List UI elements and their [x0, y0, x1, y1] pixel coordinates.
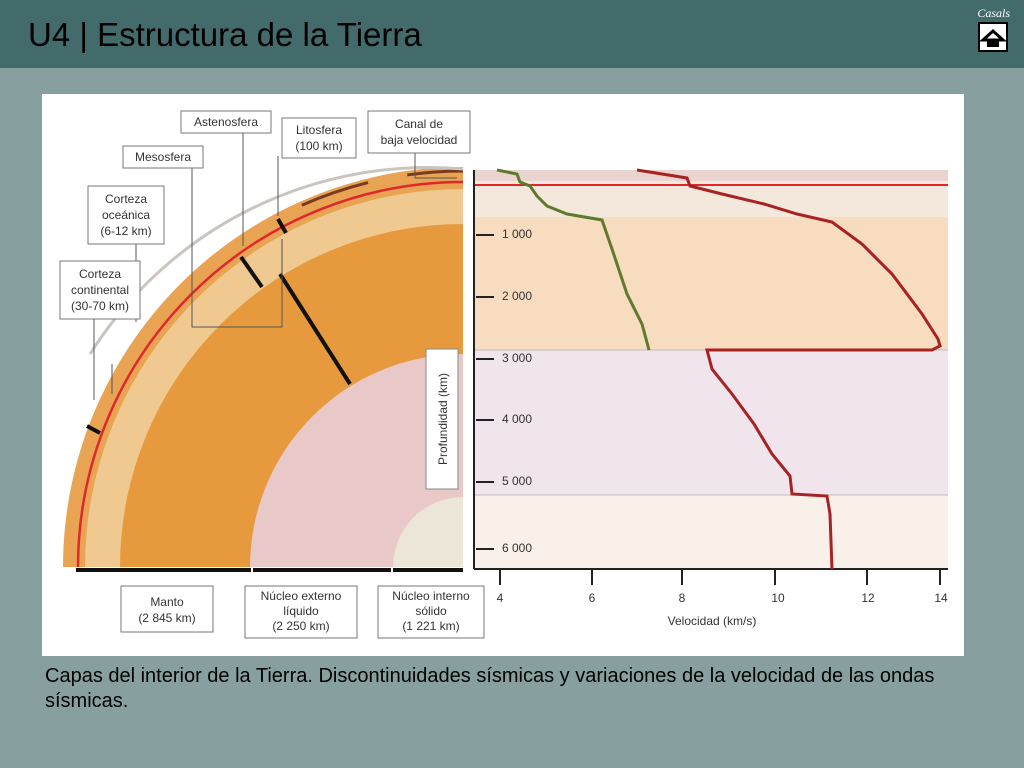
svg-text:Corteza: Corteza	[78, 267, 122, 281]
label-astenosfera	[181, 111, 271, 133]
velocity-tick-14: 14	[934, 591, 948, 605]
svg-text:(6-12 km): (6-12 km)	[100, 224, 152, 238]
page-title: U4 | Estructura de la Tierra	[28, 16, 422, 53]
svg-text:Manto: Manto	[150, 595, 184, 609]
label-manto	[121, 586, 213, 632]
velocity-tick-6: 6	[588, 591, 596, 605]
outer-core-band	[474, 350, 948, 495]
inner-core-band	[474, 495, 948, 569]
velocity-axis-label: Velocidad (km/s)	[667, 614, 757, 628]
velocity-tick-4: 4	[496, 591, 504, 605]
velocity-tick-12: 12	[861, 591, 875, 605]
svg-text:Núcleo interno: Núcleo interno	[392, 589, 470, 603]
depth-tick-6000: 6 000	[502, 541, 533, 556]
svg-text:continental: continental	[70, 283, 130, 297]
label-nucleo-externo	[245, 586, 357, 638]
svg-text:baja velocidad: baja velocidad	[380, 133, 458, 147]
depth-tick-1000: 1 000	[502, 227, 533, 242]
lower-mantle-band	[474, 217, 948, 350]
depth-tick-5000: 5 000	[502, 474, 533, 489]
figure-caption: Capas del interior de la Tierra. Discontinuidades sísmicas y variaciones de la velocidad de las ondas sísmicas.	[45, 665, 935, 712]
label-nucleo-interno	[378, 586, 484, 638]
svg-text:Astenosfera: Astenosfera	[193, 115, 259, 129]
velocity-chart	[474, 170, 948, 569]
earth-diagram-svg	[42, 94, 964, 656]
lithosphere-band	[474, 170, 948, 181]
depth-tick-4000: 4 000	[502, 412, 533, 427]
upper-mantle-band	[474, 181, 948, 217]
publisher-logo	[972, 6, 1010, 54]
home-icon	[978, 22, 1008, 52]
label-corteza-oceanica	[88, 186, 164, 244]
depth-tick-3000: 3 000	[502, 351, 533, 366]
svg-text:sólido: sólido	[415, 604, 447, 618]
svg-text:Núcleo externo: Núcleo externo	[260, 589, 342, 603]
svg-text:(2 845 km): (2 845 km)	[138, 611, 196, 625]
header-bar	[0, 0, 1024, 68]
earth-structure-figure	[42, 94, 964, 656]
label-canal	[368, 111, 470, 153]
label-corteza-continental	[60, 261, 140, 319]
svg-text:Canal de: Canal de	[394, 117, 444, 131]
velocity-tick-10: 10	[771, 591, 785, 605]
svg-text:(100 km): (100 km)	[295, 139, 343, 153]
svg-text:oceánica: oceánica	[101, 208, 151, 222]
svg-text:(1 221 km): (1 221 km)	[402, 619, 460, 633]
svg-text:Litosfera: Litosfera	[295, 123, 343, 137]
svg-text:Profundidad (km): Profundidad (km)	[436, 372, 450, 466]
label-mesosfera	[123, 146, 203, 168]
svg-text:(30-70 km): (30-70 km)	[70, 299, 130, 313]
svg-text:Corteza: Corteza	[104, 192, 148, 206]
velocity-ticks	[497, 569, 948, 605]
svg-text:Mesosfera: Mesosfera	[134, 150, 192, 164]
svg-text:(2 250 km): (2 250 km)	[272, 619, 330, 633]
svg-text:líquido: líquido	[283, 604, 319, 618]
depth-axis-label-box	[426, 349, 458, 489]
label-litosfera	[282, 118, 356, 158]
velocity-tick-8: 8	[678, 591, 686, 605]
logo-text: Casals	[977, 6, 1010, 20]
depth-tick-2000: 2 000	[502, 289, 533, 304]
